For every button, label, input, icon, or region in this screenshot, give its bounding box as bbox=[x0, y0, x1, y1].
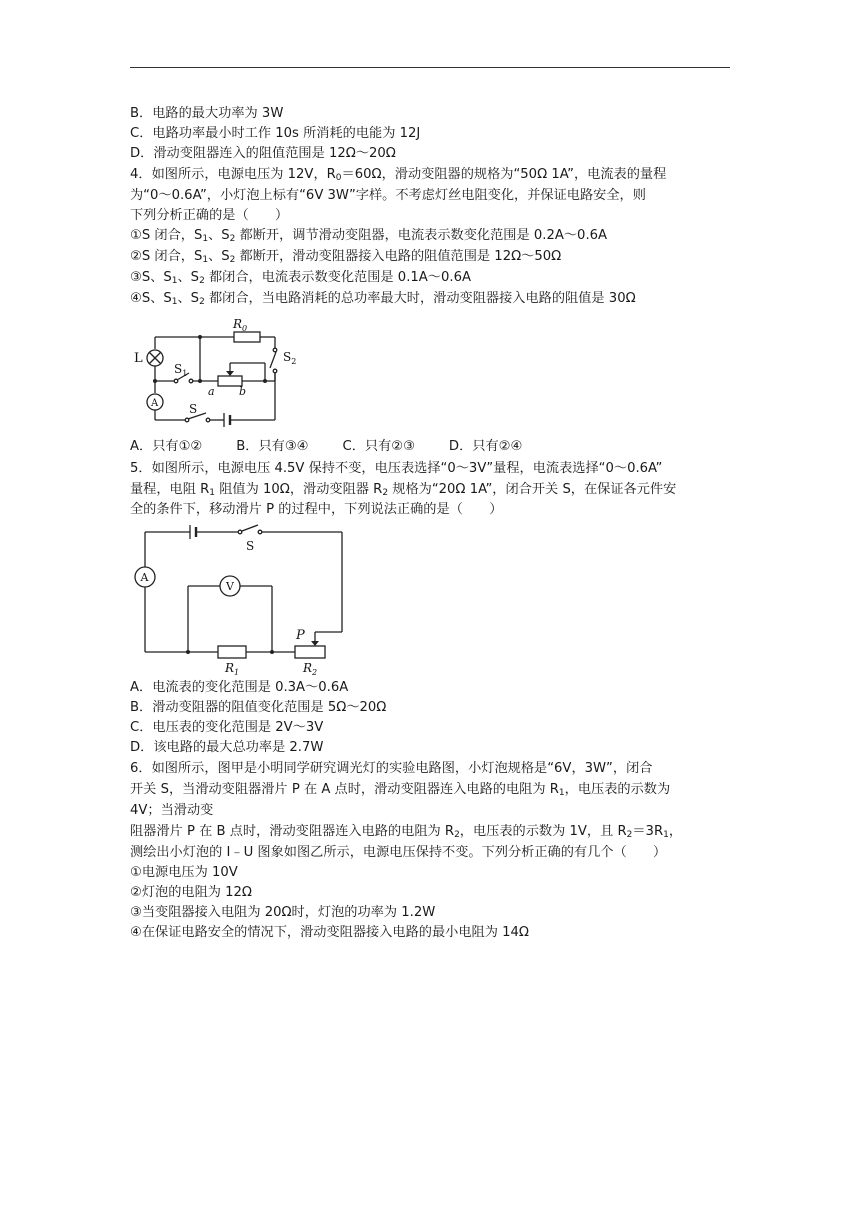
q6-statement-1: ①电源电压为 10V bbox=[130, 865, 238, 880]
q4-label-lamp: L bbox=[134, 351, 143, 366]
q5-stem-line-1: 5．如图所示，电源电压 4.5V 保持不变，电压表选择“0～3V”量程，电流表选择“0～0.6A” bbox=[130, 461, 663, 476]
q4-label-s: S bbox=[189, 402, 198, 416]
q4-option-d: D．只有②④ bbox=[448, 439, 523, 454]
q5-label-ammeter: A bbox=[140, 571, 149, 584]
q6-stem-line-1: 6．如图所示，图甲是小明同学研究调光灯的实验电路图，小灯泡规格是“6V，3W”，闭合 bbox=[130, 761, 653, 776]
q5-option-b: B．滑动变阻器的阻值变化范围是 5Ω～20Ω bbox=[130, 700, 387, 715]
q4-statement-4: ④S、$S_1$、$S_2$ 都闭合，当电路消耗的总功率最大时，滑动变阻器接入电路的阻值是 30Ω bbox=[130, 291, 636, 307]
q4-stem-line-1: 4．如图所示，电源电压为 12V，$R_0=60\Omega$，滑动变阻器的规格为“50Ω 1A”，电流表的量程 bbox=[130, 167, 667, 183]
q4-label-s2: $S_2$ bbox=[283, 350, 297, 366]
q6-stem-line-3: 4V；当滑动变 bbox=[130, 803, 214, 818]
q5-label-p: P bbox=[296, 628, 305, 643]
q4-label-ammeter: A bbox=[151, 398, 159, 409]
q4-stem-line-3: 下列分析正确的是（ ） bbox=[130, 208, 289, 223]
q5-label-voltmeter: V bbox=[226, 580, 234, 593]
q6-statement-2: ②灯泡的电阻为 12Ω bbox=[130, 885, 252, 900]
q3-option-c: C．电路功率最小时工作 10s 所消耗的电能为 12J bbox=[130, 126, 421, 141]
q4-label-s1: $S_1$ bbox=[174, 362, 188, 378]
header-rule bbox=[130, 67, 730, 68]
q6-stem-line-5: 测绘出小灯泡的 I﹣U 图象如图乙所示，电源电压保持不变。下列分析正确的有几个（ ） bbox=[130, 845, 667, 860]
q5-stem-line-2: 量程，电阻 $R_1$ 阻值为 10Ω，滑动变阻器 $R_2$ 规格为“20Ω 1A”，闭合开关 S，在保证各元件安 bbox=[130, 482, 677, 498]
q5-label-r2: $R_2$ bbox=[303, 661, 318, 677]
q4-label-r0: $R_0$ bbox=[233, 317, 248, 333]
q4-option-a: A．只有①② bbox=[130, 439, 203, 454]
q5-circuit-diagram bbox=[130, 522, 350, 677]
q5-option-a: A．电流表的变化范围是 0.3A～0.6A bbox=[130, 680, 349, 695]
q3-option-b: B．电路的最大功率为 3W bbox=[130, 106, 284, 121]
q4-statement-2: ②S 闭合，$S_1$、$S_2$ 都断开，滑动变阻器接入电路的阻值范围是 12Ω～50Ω bbox=[130, 249, 562, 265]
q6-stem-line-4: 阻器滑片 P 在 B 点时，滑动变阻器连入电路的电阻为 $R_2$，电压表的示数为 1V，且 $R_2=3R_1$， bbox=[130, 824, 683, 840]
q4-label-b: b bbox=[239, 385, 247, 398]
q5-label-r1: $R_1$ bbox=[225, 661, 240, 677]
q6-stem-line-2: 开关 S，当滑动变阻器滑片 P 在 A 点时，滑动变阻器连入电路的电阻为 $R_1$，电压表的示数为 bbox=[130, 782, 671, 798]
q4-option-b: B．只有③④ bbox=[236, 439, 309, 454]
q4-label-a: a bbox=[208, 385, 215, 398]
q5-option-d: D．该电路的最大总功率是 2.7W bbox=[130, 740, 324, 755]
q4-circuit-diagram bbox=[130, 315, 305, 435]
q4-statement-3: ③S、$S_1$、$S_2$ 都闭合，电流表示数变化范围是 0.1A～0.6A bbox=[130, 270, 471, 286]
q3-option-d: D．滑动变阻器连入的阻值范围是 12Ω～20Ω bbox=[130, 146, 396, 161]
q5-stem-line-3: 全的条件下，移动滑片 P 的过程中，下列说法正确的是（ ） bbox=[130, 502, 503, 517]
q5-label-s: S bbox=[246, 539, 255, 553]
q4-option-c: C．只有②③ bbox=[342, 439, 415, 454]
q6-statement-4: ④在保证电路安全的情况下，滑动变阻器接入电路的最小电阻为 14Ω bbox=[130, 925, 529, 940]
q4-statement-1: ①S 闭合，$S_1$、$S_2$ 都断开，调节滑动变阻器，电流表示数变化范围是 0.2A～0.6A bbox=[130, 228, 608, 244]
q4-stem-line-2: 为“0～0.6A”，小灯泡上标有“6V 3W”字样。不考虑灯丝电阻变化，并保证电路安全，则 bbox=[130, 188, 646, 203]
q6-statement-3: ③当变阻器接入电阻为 20Ω时，灯泡的功率为 1.2W bbox=[130, 905, 436, 920]
q5-option-c: C．电压表的变化范围是 2V～3V bbox=[130, 720, 324, 735]
q4-options bbox=[130, 437, 740, 457]
